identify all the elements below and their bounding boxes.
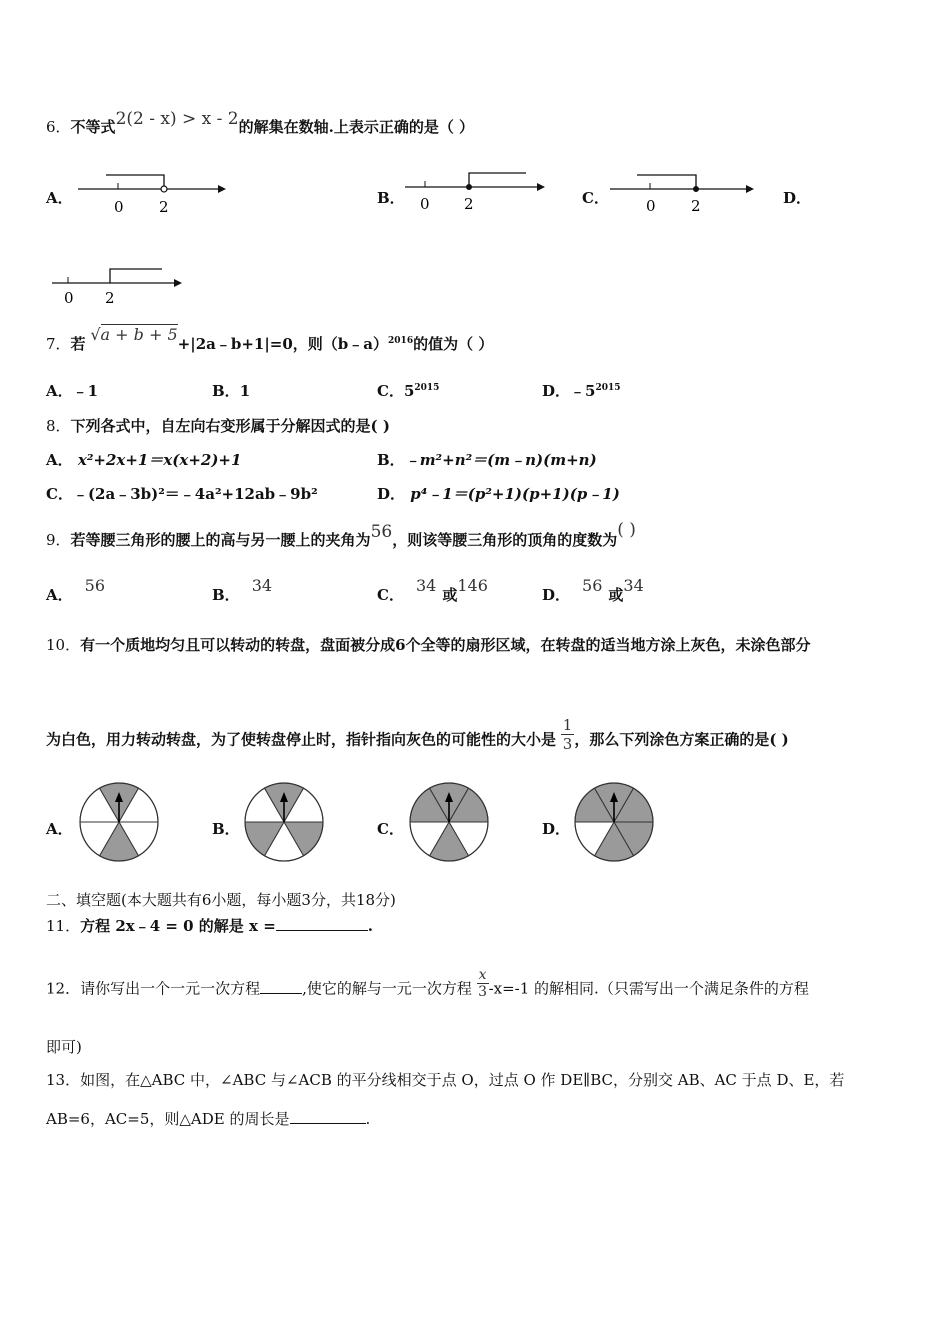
- q6-pre: 不等式: [70, 118, 116, 136]
- q11-number: 11．: [46, 917, 81, 935]
- q13-number: 13．: [46, 1071, 81, 1089]
- q6-b-tick-0: 0: [420, 195, 430, 213]
- q7-sqrt-content: a + b + 5: [100, 325, 178, 344]
- q12-number: 12．: [46, 979, 81, 998]
- q6-expression: 2(2 - x) > x - 2: [115, 109, 239, 129]
- q9-option-c: [377, 576, 488, 605]
- q7-option-c: [377, 380, 439, 401]
- q8-option-b: [377, 449, 597, 470]
- q13-line2-text: AB=6，AC=5，则△ADE 的周长是: [46, 1110, 290, 1128]
- q7-number: 7．: [46, 335, 71, 353]
- q8-c-value: ﹣(2a﹣3b)²＝﹣4a²+12ab﹣9b²: [72, 485, 318, 503]
- q9-post: ，则该等腰三角形的顶角的度数为: [392, 531, 618, 549]
- q11: [46, 915, 373, 936]
- q11-text: 方程 2x﹣4 = 0 的解是 x =: [80, 917, 276, 935]
- q7-a-value: ﹣1: [72, 382, 99, 400]
- q6-post: 的解集在数轴.上表示正确的是（ ）: [238, 118, 475, 136]
- q7-c-label: C．: [377, 382, 404, 400]
- q11-blank[interactable]: [276, 916, 368, 931]
- q9-pre: 若等腰三角形的腰上的高与另一腰上的夹角为: [70, 531, 371, 549]
- q9-angle: 56: [370, 522, 393, 542]
- q12-line1: [46, 967, 809, 1006]
- q7-d-value: ﹣5: [570, 382, 596, 400]
- q12-frac-num: x: [478, 967, 487, 983]
- q6-numberline-b: [405, 170, 555, 220]
- q8-a-value: x²+2x+1＝x(x+2)+1: [77, 451, 242, 469]
- q7-d-exp: 2015: [595, 383, 621, 393]
- q8-a-label: A．: [46, 451, 73, 469]
- q9-number: 9．: [46, 531, 71, 549]
- q7-c-value: 5: [403, 382, 415, 400]
- q8-b-value: ﹣m²+n²＝(m﹣n)(m+n): [404, 451, 597, 469]
- q9-d-v1: 56: [582, 576, 603, 595]
- q12-blank[interactable]: [260, 979, 302, 994]
- q9-option-d: [542, 576, 644, 605]
- q6-numberline-a: [78, 170, 228, 220]
- q10-line2: [46, 716, 789, 759]
- q13-line1-text: 如图，在△ABC 中，∠ABC 与∠ACB 的平分线相交于点 O，过点 O 作 DE∥BC，分别交 AB、AC 于点 D、E，若: [80, 1071, 845, 1089]
- q12-line2: 即可): [46, 1038, 82, 1056]
- q7-c-exp: 2015: [414, 383, 440, 393]
- q10-frac-den: 3: [562, 735, 573, 753]
- q8-stem: [46, 415, 390, 436]
- q6-c-tick-2: 2: [691, 197, 701, 215]
- q6-stem: [46, 109, 475, 137]
- q10-line2-post: ，那么下列涂色方案正确的是( ): [574, 730, 789, 749]
- q7-mid: +|2a﹣b+1|=0，则（b﹣a）: [177, 335, 389, 353]
- q6-option-c-label: C．: [582, 189, 609, 207]
- q8-b-label: B．: [377, 451, 405, 469]
- q6-a-tick-0: 0: [114, 198, 124, 216]
- q8-option-c: [46, 483, 318, 504]
- q9-stem: [46, 520, 636, 550]
- q6-option-d-label: D．: [783, 189, 812, 207]
- q7-option-d: [542, 380, 621, 401]
- q9-c-label: C．: [377, 586, 404, 604]
- section2-title: 二、填空题(本大题共有6小题，每小题3分，共18分): [46, 891, 396, 909]
- q10-spinner-d: [573, 781, 655, 863]
- q6-number: 6．: [46, 118, 71, 136]
- q6-b-tick-2: 2: [464, 195, 474, 213]
- q7-stem: [46, 325, 494, 354]
- q13-blank[interactable]: [290, 1109, 366, 1124]
- q10-spinner-c: [408, 781, 490, 863]
- q6-c-tick-0: 0: [646, 197, 656, 215]
- q13-end: .: [365, 1110, 371, 1128]
- q7-pre: 若: [70, 335, 86, 353]
- q7-a-label: A．: [46, 382, 73, 400]
- q9-c-v1: 34: [415, 576, 437, 595]
- q10-number: 10．: [46, 636, 81, 654]
- q6-d-tick-0: 0: [64, 289, 74, 307]
- q9-a-label: A．: [46, 586, 73, 604]
- q8-d-value: p⁴﹣1＝(p²+1)(p+1)(p﹣1): [410, 485, 620, 503]
- q7-d-label: D．: [542, 382, 571, 400]
- q8-number: 8．: [46, 417, 71, 435]
- q7-sqrt: √a + b + 5: [90, 325, 178, 344]
- q8-option-d: [377, 483, 620, 504]
- q6-numberline-c: [610, 170, 760, 220]
- q9-option-b: [212, 576, 273, 605]
- q9-c-v2: 146: [457, 576, 488, 595]
- q9-d-label: D．: [542, 586, 571, 604]
- q10-fraction: [561, 716, 575, 753]
- q6-option-a-label: A．: [46, 189, 73, 207]
- q8-option-a: [46, 449, 241, 470]
- q10-spinner-a: [78, 781, 160, 863]
- q6-numberline-d: [52, 264, 192, 314]
- q13-line1: [46, 1069, 844, 1090]
- q7-option-a: [46, 380, 98, 401]
- q6-a-tick-2: 2: [159, 198, 169, 216]
- q9-a-v1: 56: [84, 576, 105, 595]
- q10-line1-text: 有一个质地均匀且可以转动的转盘，盘面被分成6个全等的扇形区域，在转盘的适当地方涂上灰色，未涂色部分: [80, 636, 811, 654]
- q7-exp: 2016: [388, 336, 414, 346]
- q7-b-value: 1: [239, 382, 251, 400]
- q7-post: 的值为（ ）: [413, 335, 494, 353]
- q10-option-a-label: A．: [46, 820, 73, 838]
- q12-pre: 请你写出一个一元一次方程: [80, 979, 261, 998]
- q7-b-label: B．: [212, 382, 240, 400]
- q10-line1: [46, 634, 811, 655]
- q12-post: -x=-1 的解相同.（只需写出一个满足条件的方程: [488, 979, 809, 998]
- q9-b-v1: 34: [251, 576, 273, 595]
- q9-option-a: [46, 576, 105, 605]
- q10-frac-num: 1: [562, 716, 573, 734]
- q6-option-b-label: B．: [377, 189, 405, 207]
- q12-fraction: [477, 967, 489, 1000]
- q11-end: .: [367, 917, 373, 935]
- q6-d-tick-2: 2: [105, 289, 115, 307]
- q10-option-d-label: D．: [542, 820, 571, 838]
- q9-c-or: 或: [442, 586, 458, 604]
- q10-line2-pre: 为白色，用力转动转盘，为了使转盘停止时，指针指向灰色的可能性的大小是: [46, 730, 557, 749]
- q8-text: 下列各式中，自左向右变形属于分解因式的是( ): [70, 417, 390, 435]
- q13-line2: [46, 1108, 370, 1129]
- q9-d-or: 或: [608, 586, 624, 604]
- q9-d-v2: 34: [623, 576, 644, 595]
- q8-d-label: D．: [377, 485, 406, 503]
- q9-b-label: B．: [212, 586, 240, 604]
- q7-option-b: [212, 380, 250, 401]
- q10-option-b-label: B．: [212, 820, 240, 838]
- q8-c-label: C．: [46, 485, 73, 503]
- q12-frac-den: 3: [478, 984, 488, 1000]
- q10-option-c-label: C．: [377, 820, 404, 838]
- q12-mid: ,使它的解与一元一次方程: [302, 979, 472, 998]
- q10-spinner-b: [243, 781, 325, 863]
- q9-paren: ( ): [617, 520, 636, 540]
